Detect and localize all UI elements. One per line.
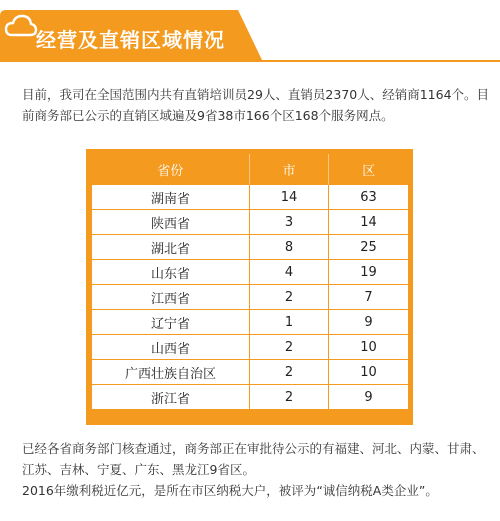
cell-province: 山西省 (92, 335, 250, 360)
cell-city-count: 4 (250, 260, 329, 285)
table-row (92, 385, 409, 410)
table-row (92, 185, 409, 210)
column-header-district: 区 (362, 163, 376, 179)
cell-province: 山东省 (92, 260, 250, 285)
footer-text (22, 438, 490, 501)
cell-province: 辽宁省 (92, 310, 250, 335)
table-row (92, 210, 409, 235)
sales-region-table (91, 154, 409, 410)
cell-district-count: 19 (329, 260, 409, 285)
column-header-city: 市 (250, 154, 329, 185)
cell-city-count: 14 (250, 185, 329, 210)
cell-city-count: 2 (250, 385, 329, 410)
cell-province: 广西壮族自治区 (92, 360, 250, 385)
table-row (92, 235, 409, 260)
cell-district-count: 14 (329, 210, 409, 235)
column-header-province: 省份 (92, 154, 250, 185)
cloud-icon (4, 13, 38, 39)
sales-region-table-frame (86, 149, 413, 425)
intro-paragraph: 目前，我司在全国范围内共有直销培训员29人、直销员2370人、经销商1164个。目前商务部已公示的直销区域遍及9省38市166个区168个服务网点。 (22, 87, 490, 123)
cell-city-count: 3 (250, 210, 329, 235)
cell-city-count: 2 (250, 335, 329, 360)
cell-district-count: 7 (329, 285, 409, 310)
cell-city-count: 8 (250, 235, 329, 260)
table-row (92, 335, 409, 360)
cell-district-count: 63 (329, 185, 409, 210)
cell-province: 湖南省 (92, 185, 250, 210)
cell-province: 湖北省 (92, 235, 250, 260)
table-row (92, 285, 409, 310)
cell-province: 陕西省 (92, 210, 250, 235)
table-row (92, 260, 409, 285)
cell-city-count: 2 (250, 285, 329, 310)
cell-city-count: 1 (250, 310, 329, 335)
cell-province: 浙江省 (92, 385, 250, 410)
cell-city-count: 2 (250, 360, 329, 385)
table-header-row (92, 154, 409, 185)
page-title: 经营及直销区域情况 (36, 28, 225, 52)
cell-district-count: 9 (329, 310, 409, 335)
table-row (92, 360, 409, 385)
table-row (92, 310, 409, 335)
cell-province: 江西省 (92, 285, 250, 310)
tax-paragraph: 2016年缴利税近亿元，是所在市区纳税大户，被评为“诚信纳税A类企业”。 (22, 483, 438, 498)
section-header (0, 10, 500, 62)
cell-district-count: 10 (329, 360, 409, 385)
cell-district-count: 9 (329, 385, 409, 410)
cell-district-count: 25 (329, 235, 409, 260)
cell-district-count: 10 (329, 335, 409, 360)
pending-approval-paragraph: 已经各省商务部门核查通过，商务部正在审批待公示的有福建、河北、内蒙、甘肃、江苏、吉林、宁夏、广东、黑龙江9省区。 (22, 441, 485, 477)
